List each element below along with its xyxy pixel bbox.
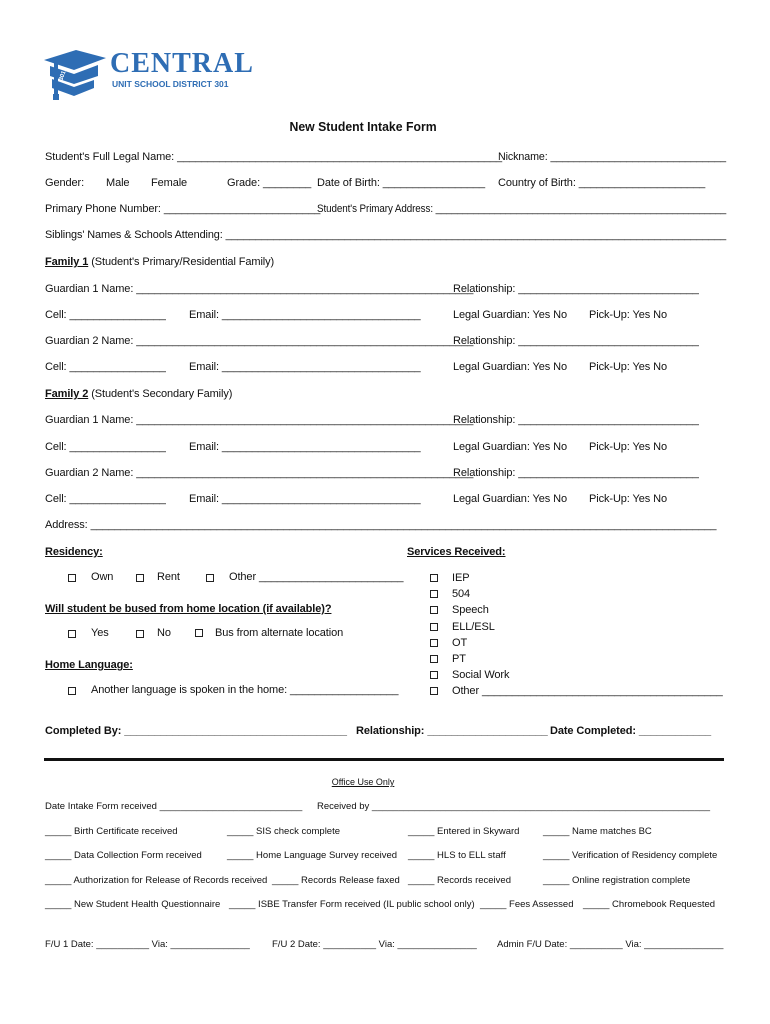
date-intake-received-field[interactable]: Date Intake Form received ___________________________ (45, 801, 303, 812)
service-item[interactable]: PT (430, 653, 723, 669)
checklist-item[interactable]: _____ Home Language Survey received (227, 850, 398, 861)
residency-other-checkbox[interactable] (206, 574, 214, 582)
service-item[interactable]: OT (430, 637, 723, 653)
service-checkbox[interactable] (430, 623, 438, 631)
residency-own-checkbox[interactable] (68, 574, 76, 582)
f2-guardian2-relationship[interactable]: Relationship: ______________________________ (453, 467, 699, 479)
checklist-item[interactable]: _____ Online registration complete (543, 875, 691, 886)
phone-field[interactable]: Primary Phone Number: __________________________ (45, 203, 321, 215)
f1-guardian1-pickup[interactable]: Pick-Up: Yes No (589, 309, 667, 321)
logo-wordmark: CENTRAL (110, 48, 254, 79)
f1-guardian1-cell[interactable]: Cell: ________________ (45, 309, 166, 321)
bused-alt-label: Bus from alternate location (195, 627, 343, 639)
f1-guardian2-email[interactable]: Email: _________________________________ (189, 361, 421, 373)
checklist-item[interactable]: _____ Name matches BC (543, 826, 652, 837)
family1-heading: Family 1 (Student's Primary/Residential Family) (45, 256, 275, 268)
checklist-item[interactable]: _____ Entered in Skyward (408, 826, 520, 837)
f1-guardian2-name[interactable]: Guardian 2 Name: ________________________________________________________ (45, 335, 474, 347)
f2-guardian2-cell[interactable]: Cell: ________________ (45, 493, 166, 505)
service-item[interactable]: IEP (430, 572, 723, 588)
checklist-item[interactable]: _____ SIS check complete (227, 826, 341, 837)
district-logo (42, 46, 254, 102)
residency-other-label[interactable]: Other ________________________ (229, 571, 404, 583)
f2-guardian1-relationship[interactable]: Relationship: ______________________________ (453, 414, 699, 426)
gender-label: Gender: (45, 177, 85, 189)
language-heading: Home Language: (45, 659, 133, 671)
residency-heading: Residency: (45, 546, 103, 558)
gender-female-option[interactable]: Female (151, 177, 188, 189)
service-item[interactable]: Speech (430, 604, 723, 620)
checklist-item[interactable]: _____ Records received (408, 875, 511, 886)
date-completed-field[interactable]: Date Completed: ____________ (550, 725, 712, 737)
followup-2-field[interactable]: F/U 2 Date: __________ Via: _______________ (272, 939, 477, 950)
checklist-item[interactable]: _____ Records Release faxed (272, 875, 400, 886)
service-item[interactable]: Other ________________________________________ (430, 685, 723, 701)
service-checkbox[interactable] (430, 671, 438, 679)
form-title: New Student Intake Form (289, 119, 437, 134)
residency-rent-label: Rent (157, 571, 180, 583)
checklist-item[interactable]: _____ Birth Certificate received (45, 826, 178, 837)
bused-alt-checkbox[interactable] (195, 629, 203, 637)
checklist-item[interactable]: _____ Fees Assessed (480, 899, 574, 910)
language-checkbox[interactable] (68, 687, 76, 695)
logo-cap-number: 301 (58, 70, 68, 82)
f1-guardian1-legal[interactable]: Legal Guardian: Yes No (453, 309, 567, 321)
f1-guardian1-email[interactable]: Email: _________________________________ (189, 309, 421, 321)
service-item[interactable]: ELL/ESL (430, 621, 723, 637)
f2-guardian1-legal[interactable]: Legal Guardian: Yes No (453, 441, 567, 453)
checklist-item[interactable]: _____ Authorization for Release of Records received (45, 875, 268, 886)
nickname-field[interactable]: Nickname: ______________________________ (498, 151, 726, 163)
residency-rent-checkbox[interactable] (136, 574, 144, 582)
family2-heading: Family 2 (Student's Secondary Family) (45, 388, 233, 400)
f2-guardian2-pickup[interactable]: Pick-Up: Yes No (589, 493, 667, 505)
checklist-item[interactable]: _____ ISBE Transfer Form received (IL public school only) (229, 899, 475, 910)
siblings-field[interactable]: Siblings' Names & Schools Attending: ____________________________________________________________________________________ (45, 229, 727, 241)
office-use-heading: Office Use Only (331, 777, 395, 788)
address-field[interactable]: Student's Primary Address: ______________________________________________________ (317, 203, 727, 215)
checklist-item[interactable]: _____ Chromebook Requested (583, 899, 716, 910)
admin-followup-field[interactable]: Admin F/U Date: __________ Via: _______________ (497, 939, 724, 950)
f2-guardian1-cell[interactable]: Cell: ________________ (45, 441, 166, 453)
service-item[interactable]: 504 (430, 588, 723, 604)
service-checkbox[interactable] (430, 639, 438, 647)
dob-field[interactable]: Date of Birth: _________________ (317, 177, 486, 189)
completion-relationship-field[interactable]: Relationship: ____________________ (356, 725, 548, 737)
bused-no-checkbox[interactable] (136, 630, 144, 638)
grade-field[interactable]: Grade: ________ (227, 177, 312, 189)
services-heading: Services Received: (407, 546, 506, 558)
bused-yes-checkbox[interactable] (68, 630, 76, 638)
f2-guardian2-email[interactable]: Email: _________________________________ (189, 493, 421, 505)
service-item[interactable]: Social Work (430, 669, 723, 685)
f2-guardian2-legal[interactable]: Legal Guardian: Yes No (453, 493, 567, 505)
country-field[interactable]: Country of Birth: _____________________ (498, 177, 706, 189)
received-by-field[interactable]: Received by ________________________________________________________________ (317, 801, 711, 812)
gender-male-option[interactable]: Male (106, 177, 130, 189)
f2-guardian1-pickup[interactable]: Pick-Up: Yes No (589, 441, 667, 453)
service-checkbox[interactable] (430, 655, 438, 663)
f2-guardian1-name[interactable]: Guardian 1 Name: ________________________________________________________ (45, 414, 474, 426)
f2-guardian1-email[interactable]: Email: _________________________________ (189, 441, 421, 453)
f1-guardian2-pickup[interactable]: Pick-Up: Yes No (589, 361, 667, 373)
completed-by-field[interactable]: Completed By: _____________________________________ (45, 725, 347, 737)
service-checkbox[interactable] (430, 606, 438, 614)
service-checkbox[interactable] (430, 590, 438, 598)
bused-yes-label: Yes (91, 627, 109, 639)
service-checkbox[interactable] (430, 574, 438, 582)
f1-guardian1-name[interactable]: Guardian 1 Name: ________________________________________________________ (45, 283, 474, 295)
language-option[interactable]: Another language is spoken in the home: __________________ (91, 684, 399, 696)
full-name-field[interactable]: Student's Full Legal Name: ______________________________________________________ (45, 151, 503, 163)
bused-heading: Will student be bused from home location (if available)? (45, 603, 332, 615)
family2-address[interactable]: Address: ________________________________________________________________________________________________________ (45, 519, 717, 531)
logo-subtitle: UNIT SCHOOL DISTRICT 301 (112, 79, 229, 89)
checklist-item[interactable]: _____ New Student Health Questionnaire (45, 899, 221, 910)
followup-1-field[interactable]: F/U 1 Date: __________ Via: _______________ (45, 939, 250, 950)
residency-own-label: Own (91, 571, 114, 583)
f1-guardian2-legal[interactable]: Legal Guardian: Yes No (453, 361, 567, 373)
f1-guardian2-relationship[interactable]: Relationship: ______________________________ (453, 335, 699, 347)
bused-no-label: No (157, 627, 171, 639)
graduation-cap-icon (42, 46, 108, 102)
f2-guardian2-name[interactable]: Guardian 2 Name: ________________________________________________________ (45, 467, 474, 479)
services-list (430, 572, 723, 702)
f1-guardian1-relationship[interactable]: Relationship: ______________________________ (453, 283, 699, 295)
checklist-item[interactable]: _____ Data Collection Form received (45, 850, 202, 861)
service-checkbox[interactable] (430, 687, 438, 695)
checklist-item[interactable]: _____ HLS to ELL staff (408, 850, 506, 861)
f1-guardian2-cell[interactable]: Cell: ________________ (45, 361, 166, 373)
section-divider (44, 758, 724, 761)
checklist-item[interactable]: _____ Verification of Residency complete (543, 850, 718, 861)
